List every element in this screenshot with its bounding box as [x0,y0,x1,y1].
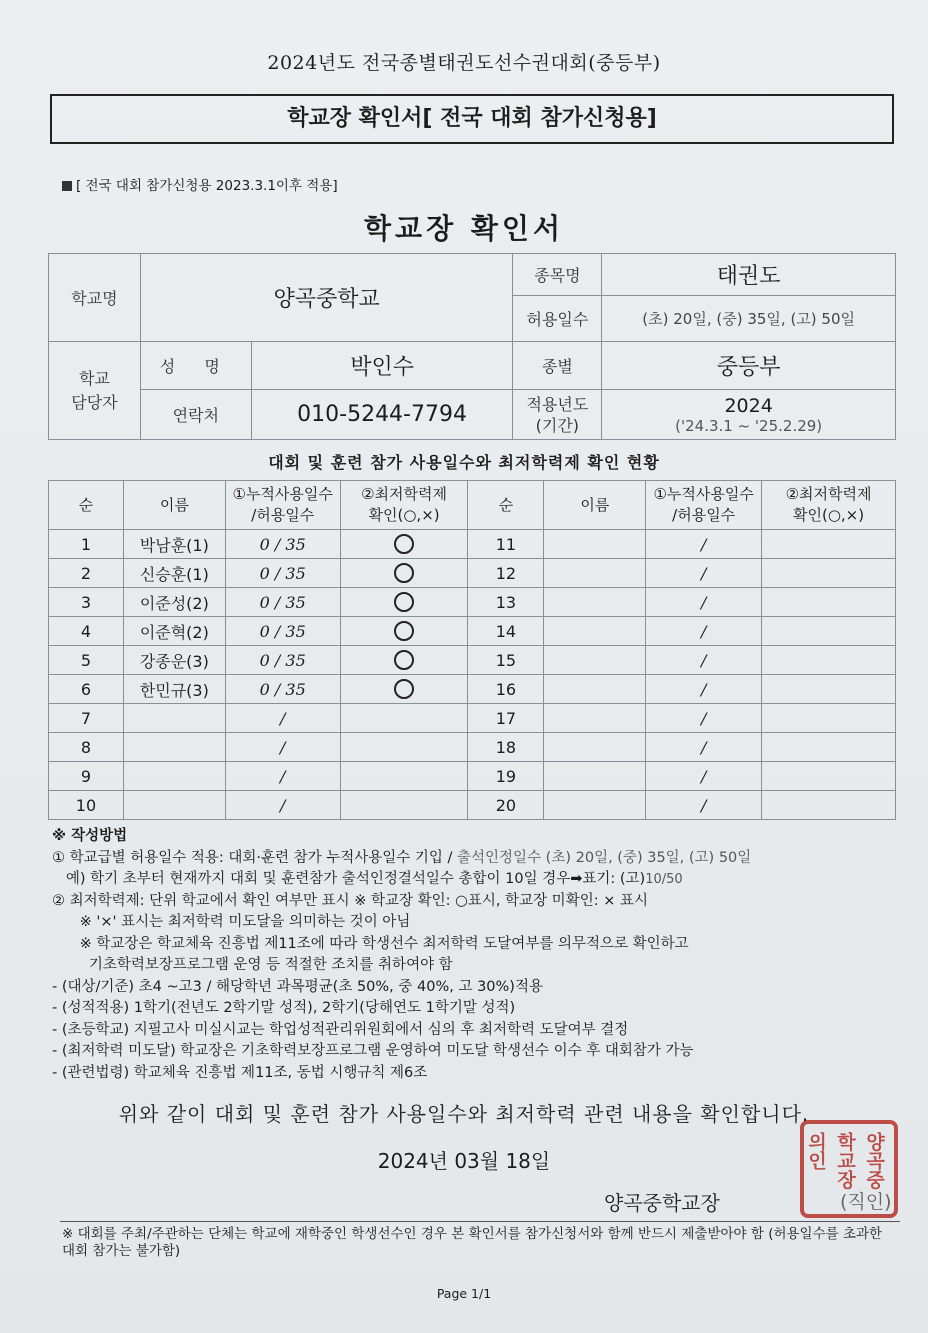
row-no: 20 [468,791,544,820]
row-no: 5 [49,646,124,675]
table-row [49,530,896,559]
phone-value: 010-5244-7794 [251,390,513,440]
table-row [49,588,896,617]
student-name: 박남훈(1) [123,530,225,559]
student-name [123,704,225,733]
check-cell [340,530,468,559]
page-number: Page 1/1 [436,1286,492,1301]
check-cell [762,646,896,675]
instruction-text-muted: 출석인정일수 (초) 20일, (중) 35일, (고) 50일 [457,849,752,866]
instruction-line: - (초등학교) 지필고사 미실시교는 학업성적관리위원회에서 심의 후 최저학력 도달여부 결정 [52,1021,629,1038]
check-cell [340,675,468,704]
check-cell [762,559,896,588]
header-days: ①누적사용일수 /허용일수 [225,481,340,530]
year-period: ('24.3.1 ~ '25.2.29) [675,416,823,435]
check-cell [340,617,468,646]
instruction-line: - (성적적용) 1학기(전년도 2학기말 성적), 2학기(당해연도 1학기말 성적) [52,1000,516,1016]
principal-name: 양곡중학교장 [604,1191,720,1215]
check-cell [340,762,468,791]
student-name [544,704,646,733]
student-name [544,588,646,617]
header-days: ①누적사용일수 /허용일수 [646,481,762,530]
student-name [123,762,225,791]
school-value: 양곡중학교 [140,254,513,342]
roster-header-row [49,481,896,530]
days-used: 0 / 35 [225,675,340,704]
days-used: 0 / 35 [225,646,340,675]
square-bullet-icon [62,181,72,191]
check-cell [340,559,468,588]
check-cell [340,791,468,820]
check-cell [762,588,896,617]
check-cell [340,733,468,762]
table-row [49,646,896,675]
table-row [49,559,896,588]
check-cell [762,791,896,820]
instruction-text: ① 학교급별 허용일수 적용: 대회·훈련 참가 누적사용일수 기입 / [52,849,458,866]
contact-label: 학교 담당자 [49,342,141,440]
form-note [62,174,338,194]
instruction-line: - (관련법령) 학교체육 진흥법 제11조, 동법 시행규칙 제6조 [52,1064,428,1081]
confirm-statement: 위와 같이 대회 및 훈련 참가 사용일수와 최저학력 관련 내용을 확인합니다. [118,1102,810,1126]
instructions [52,826,902,1084]
student-name [123,733,225,762]
circle-mark-icon [394,650,414,670]
student-name: 강종운(3) [123,646,225,675]
row-no: 17 [468,704,544,733]
student-name [123,791,225,820]
student-name [544,617,646,646]
student-name [544,675,646,704]
student-name: 이준혁(2) [123,617,225,646]
student-name [544,762,646,791]
instruction-line: ※ 학교장은 학교체육 진흥법 제11조에 따라 학생선수 최저학력 도달여부를 의무적으로 확인하고 [52,935,689,952]
days-used: / [646,791,762,820]
row-no: 14 [468,617,544,646]
year-cell [602,390,896,440]
instruction-line: ② 최저학력제: 단위 학교에서 확인 여부만 표시 ※ 학교장 확인: ○표시, 학교장 미확인: × 표시 [52,892,648,909]
circle-mark-icon [394,563,414,583]
table-row [49,733,896,762]
event-label: 종목명 [513,254,602,296]
days-used: / [646,617,762,646]
check-cell [762,617,896,646]
days-used: 0 / 35 [225,530,340,559]
row-no: 2 [49,559,124,588]
days-used: 0 / 35 [225,617,340,646]
row-no: 7 [49,704,124,733]
instruction-text-muted: 10/50 [645,872,683,887]
row-no: 8 [49,733,124,762]
student-name [544,530,646,559]
phone-label: 연락처 [140,390,251,440]
name-value: 박인수 [251,342,513,390]
instructions-heading: ※ 작성방법 [52,828,128,844]
student-name [544,646,646,675]
days-used: / [646,559,762,588]
student-name [544,733,646,762]
check-cell [762,762,896,791]
student-name [544,791,646,820]
seal-text: 학교장 [834,1132,856,1189]
circle-mark-icon [394,679,414,699]
allowed-value: (초) 20일, (중) 35일, (고) 50일 [602,296,896,342]
header-name: 이름 [544,481,646,530]
row-no: 10 [49,791,124,820]
days-used: / [225,733,340,762]
form-title: 학교장 확인서 [363,212,565,245]
check-cell [762,675,896,704]
table-row [49,762,896,791]
row-no: 6 [49,675,124,704]
circle-mark-icon [394,621,414,641]
student-name: 신승훈(1) [123,559,225,588]
allowed-label: 허용일수 [513,296,602,342]
footnote: ※ 대회를 주최/주관하는 단체는 학교에 재학중인 학생선수인 경우 본 확인서를 참가신청서와 함께 반드시 제출받아야 함 (허용일수를 초과한 대회 참가는 불가함) [62,1226,883,1259]
row-no: 4 [49,617,124,646]
days-used: / [225,762,340,791]
instruction-line: ※ '×' 표시는 최저학력 미도달을 의미하는 것이 아님 [52,914,411,930]
row-no: 11 [468,530,544,559]
row-no: 9 [49,762,124,791]
seal-placeholder: (직인) [840,1191,892,1213]
header-name: 이름 [123,481,225,530]
footnote-divider [60,1221,900,1222]
year-value: 2024 [724,394,773,417]
row-no: 13 [468,588,544,617]
row-no: 19 [468,762,544,791]
days-used: / [646,530,762,559]
row-no: 16 [468,675,544,704]
days-used: / [646,733,762,762]
days-used: / [646,588,762,617]
circle-mark-icon [394,534,414,554]
instruction-line: 기초학력보장프로그램 운영 등 적절한 조치를 취하여야 함 [52,957,453,973]
days-used: / [225,791,340,820]
name-label: 성 명 [140,342,251,390]
table-row [49,675,896,704]
division-label: 종별 [513,342,602,390]
check-cell [762,704,896,733]
instruction-text: 예) 학기 초부터 현재까지 대회 및 훈련참가 출석인정결석일수 총합이 10일 경우➡표기: (고) [52,871,646,887]
document-header: 2024년도 전국종별태권도선수권대회(중등부) [267,52,661,74]
row-no: 18 [468,733,544,762]
header-no: 순 [468,481,544,530]
check-cell [762,733,896,762]
issue-date: 2024년 03월 18일 [377,1149,551,1173]
instruction-line [52,869,902,891]
student-name [544,559,646,588]
year-label: 적용년도 (기간) [513,390,602,440]
days-used: 0 / 35 [225,559,340,588]
days-used: / [646,704,762,733]
instruction-line: - (대상/기준) 초4 ~고3 / 해당학년 과목평균(초 50%, 중 40%, 고 30%)적용 [52,978,543,995]
list-title: 대회 및 훈련 참가 사용일수와 최저학력제 확인 현황 [268,453,660,472]
circle-mark-icon [394,592,414,612]
check-cell [340,646,468,675]
days-used: / [646,762,762,791]
table-row [49,704,896,733]
title-box: 학교장 확인서[ 전국 대회 참가신청용] [50,94,894,144]
row-no: 12 [468,559,544,588]
student-name: 이준성(2) [123,588,225,617]
header-check: ②최저학력제 확인(○,×) [340,481,468,530]
row-no: 15 [468,646,544,675]
division-value: 중등부 [602,342,896,390]
row-no: 3 [49,588,124,617]
check-cell [762,530,896,559]
row-no: 1 [49,530,124,559]
check-cell [340,588,468,617]
instruction-line: - (최저학력 미도달) 학교장은 기초학력보장프로그램 운영하여 미도달 학생선수 이수 후 대회참가 가능 [52,1043,694,1059]
table-row [49,617,896,646]
instruction-line [52,848,902,870]
header-check: ②최저학력제 확인(○,×) [762,481,896,530]
days-used: 0 / 35 [225,588,340,617]
header-no: 순 [49,481,124,530]
roster-table [48,480,896,820]
check-cell [340,704,468,733]
table-row [49,791,896,820]
days-used: / [225,704,340,733]
school-label: 학교명 [49,254,141,342]
days-used: / [646,646,762,675]
seal-text: 의인 [805,1132,827,1170]
event-value: 태권도 [602,254,896,296]
seal-text: 양곡중 [863,1132,885,1189]
info-table [48,253,896,440]
student-name: 한민규(3) [123,675,225,704]
days-used: / [646,675,762,704]
form-note-text: [ 전국 대회 참가신청용 2023.3.1이후 적용] [76,178,338,194]
